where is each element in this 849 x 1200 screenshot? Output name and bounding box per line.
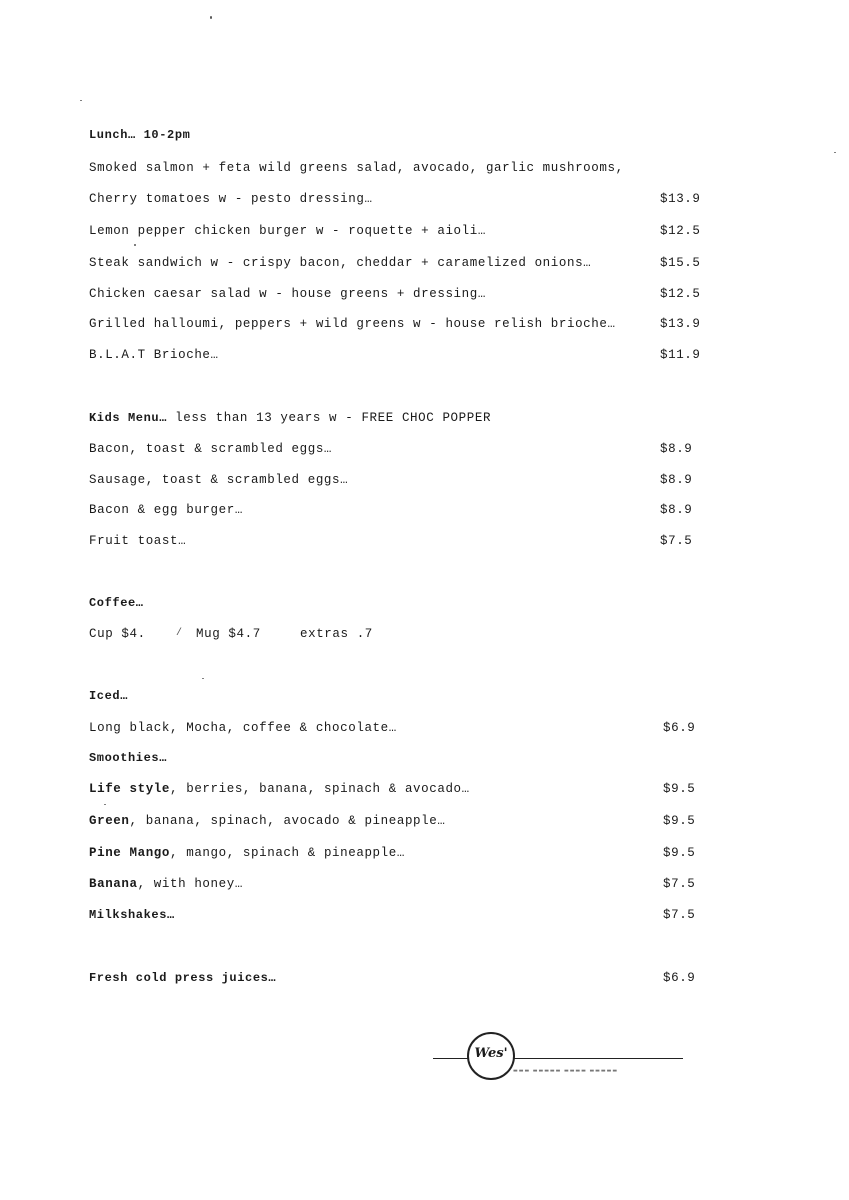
lunch-item-4-price: $15.5 (660, 256, 701, 270)
kids-item-2-price: $8.9 (660, 473, 693, 487)
lunch-item-2: Cherry tomatoes w - pesto dressing… (89, 192, 373, 206)
milkshakes-heading: Milkshakes… (89, 908, 175, 922)
lunch-item-4: Steak sandwich w - crispy bacon, cheddar + caramelized onions… (89, 256, 592, 270)
juices-price: $6.9 (663, 971, 696, 985)
kids-item-2: Sausage, toast & scrambled eggs… (89, 473, 349, 487)
cafe-logo (433, 1028, 685, 1080)
lunch-item-6: Grilled halloumi, peppers + wild greens w - house relish brioche… (89, 317, 616, 331)
lunch-heading: Lunch… 10-2pm (89, 128, 191, 142)
milkshakes-price: $7.5 (663, 908, 696, 922)
smoothie-name: Pine Mango (89, 846, 171, 860)
smoothie-item-2-price: $9.5 (663, 814, 696, 828)
scan-speck (202, 678, 204, 679)
lunch-item-1: Smoked salmon + feta wild greens salad, avocado, garlic mushrooms, (89, 161, 624, 175)
smoothie-desc: , with honey… (137, 877, 243, 891)
smoothie-item-3-price: $9.5 (663, 846, 696, 860)
juices-heading: Fresh cold press juices… (89, 971, 277, 985)
lunch-item-5-price: $12.5 (660, 287, 701, 301)
smoothie-item-3 (89, 845, 405, 861)
iced-item: Long black, Mocha, coffee & chocolate… (89, 721, 397, 735)
smoothies-heading: Smoothies… (89, 751, 168, 765)
scan-speck (134, 244, 136, 246)
smoothie-name: Life style (89, 782, 171, 796)
iced-heading: Iced… (89, 689, 129, 703)
lunch-item-6-price: $13.9 (660, 317, 701, 331)
smoothie-desc: , mango, spinach & pineapple… (170, 846, 405, 860)
smoothie-name: Banana (89, 877, 138, 891)
coffee-heading: Coffee… (89, 596, 144, 610)
smoothie-item-1-price: $9.5 (663, 782, 696, 796)
smoothie-item-4 (89, 876, 243, 892)
scan-speck (210, 16, 212, 19)
coffee-cup-price: Cup $4. (89, 627, 146, 641)
coffee-separator: / (176, 628, 183, 639)
kids-item-4: Fruit toast… (89, 534, 187, 548)
kids-item-1-price: $8.9 (660, 442, 693, 456)
lunch-item-7-price: $11.9 (660, 348, 701, 362)
smoothie-item-2 (89, 813, 445, 829)
kids-heading: Kids Menu… (89, 411, 168, 425)
scan-speck (834, 152, 836, 153)
lunch-item-3: Lemon pepper chicken burger w - roquette + aioli… (89, 224, 486, 238)
kids-item-1: Bacon, toast & scrambled eggs… (89, 442, 333, 456)
logo-text: Wes' (474, 1046, 508, 1061)
kids-heading-line (89, 410, 491, 426)
scan-speck (104, 804, 106, 805)
coffee-extras-price: extras .7 (300, 627, 373, 641)
kids-item-3-price: $8.9 (660, 503, 693, 517)
smoothie-item-1 (89, 781, 470, 797)
lunch-item-7: B.L.A.T Brioche… (89, 348, 219, 362)
lunch-item-5: Chicken caesar salad w - house greens + dressing… (89, 287, 486, 301)
kids-subheading: less than 13 years w - FREE CHOC POPPER (167, 411, 492, 425)
lunch-item-2-price: $13.9 (660, 192, 701, 206)
lunch-item-3-price: $12.5 (660, 224, 701, 238)
smoothie-desc: , berries, banana, spinach & avocado… (170, 782, 470, 796)
logo-tagline-illegible: ▬▬▬ ▬▬▬▬▬ ▬▬▬▬ ▬▬▬▬▬ (513, 1068, 619, 1074)
smoothie-name: Green (89, 814, 130, 828)
iced-item-price: $6.9 (663, 721, 696, 735)
scan-speck (80, 100, 82, 101)
kids-item-4-price: $7.5 (660, 534, 693, 548)
smoothie-item-4-price: $7.5 (663, 877, 696, 891)
kids-item-3: Bacon & egg burger… (89, 503, 243, 517)
coffee-mug-price: Mug $4.7 (196, 627, 261, 641)
logo-circle (467, 1032, 515, 1080)
smoothie-desc: , banana, spinach, avocado & pineapple… (129, 814, 446, 828)
